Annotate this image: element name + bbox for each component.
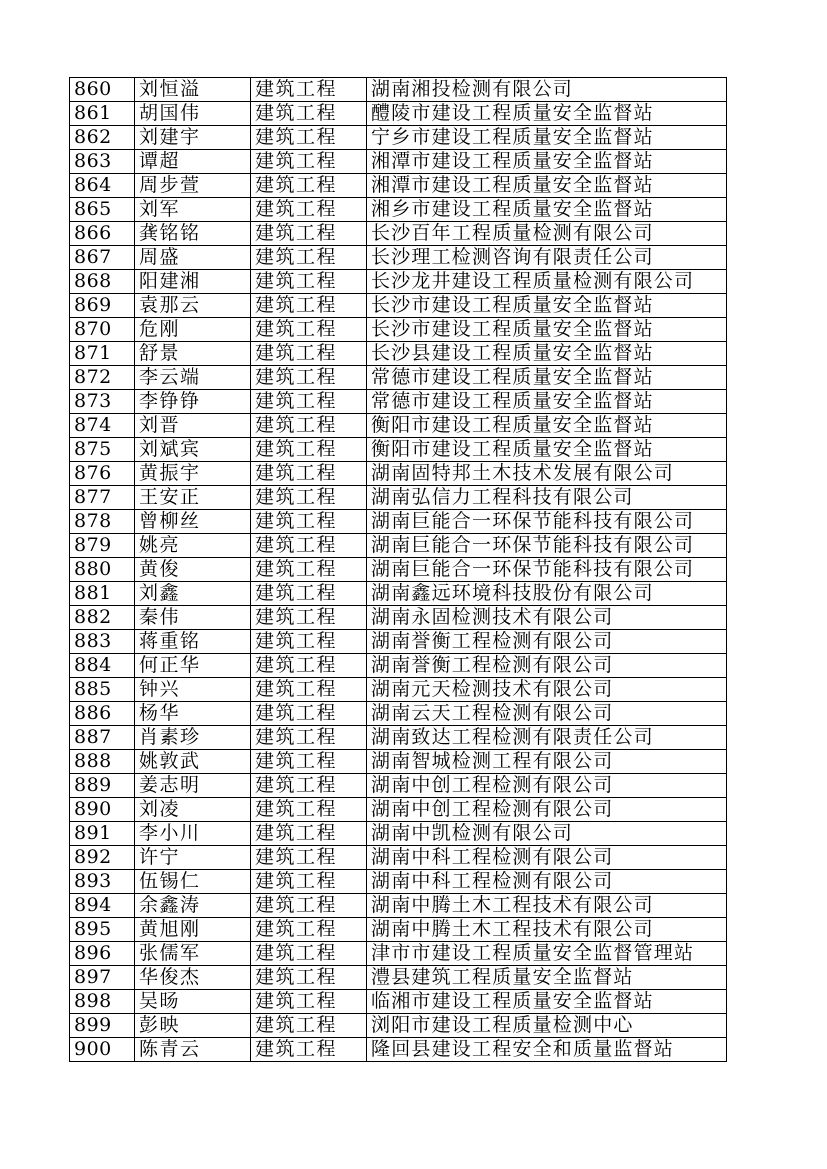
row-number-cell: 890	[70, 798, 135, 822]
table-row	[70, 342, 727, 366]
major-cell: 建筑工程	[251, 726, 367, 750]
row-number-cell: 864	[70, 174, 135, 198]
row-number-cell: 866	[70, 222, 135, 246]
row-number-cell: 863	[70, 150, 135, 174]
major-cell: 建筑工程	[251, 366, 367, 390]
major-cell: 建筑工程	[251, 654, 367, 678]
major-cell: 建筑工程	[251, 510, 367, 534]
row-number-cell: 894	[70, 894, 135, 918]
unit-cell: 长沙龙井建设工程质量检测有限公司	[367, 270, 727, 294]
name-cell: 姚亮	[135, 534, 251, 558]
unit-cell: 湖南巨能合一环保节能科技有限公司	[367, 534, 727, 558]
name-cell: 谭超	[135, 150, 251, 174]
name-cell: 张儒军	[135, 942, 251, 966]
row-number-cell: 888	[70, 750, 135, 774]
name-cell: 曾柳丝	[135, 510, 251, 534]
table-row	[70, 678, 727, 702]
unit-cell: 澧县建筑工程质量安全监督站	[367, 966, 727, 990]
table-row	[70, 1014, 727, 1038]
unit-cell: 湖南中科工程检测有限公司	[367, 846, 727, 870]
major-cell: 建筑工程	[251, 198, 367, 222]
unit-cell: 湖南巨能合一环保节能科技有限公司	[367, 558, 727, 582]
table-row	[70, 246, 727, 270]
unit-cell: 津市市建设工程质量安全监督管理站	[367, 942, 727, 966]
name-cell: 李铮铮	[135, 390, 251, 414]
unit-cell: 衡阳市建设工程质量安全监督站	[367, 438, 727, 462]
table-row	[70, 990, 727, 1014]
unit-cell: 湖南智城检测工程有限公司	[367, 750, 727, 774]
unit-cell: 湖南中凯检测有限公司	[367, 822, 727, 846]
name-cell: 李云端	[135, 366, 251, 390]
row-number-cell: 887	[70, 726, 135, 750]
major-cell: 建筑工程	[251, 294, 367, 318]
row-number-cell: 869	[70, 294, 135, 318]
table-row	[70, 918, 727, 942]
table-row	[70, 822, 727, 846]
row-number-cell: 896	[70, 942, 135, 966]
major-cell: 建筑工程	[251, 798, 367, 822]
major-cell: 建筑工程	[251, 558, 367, 582]
major-cell: 建筑工程	[251, 870, 367, 894]
name-cell: 刘建宇	[135, 126, 251, 150]
major-cell: 建筑工程	[251, 942, 367, 966]
major-cell: 建筑工程	[251, 990, 367, 1014]
table-row	[70, 486, 727, 510]
name-cell: 陈青云	[135, 1038, 251, 1062]
table-row	[70, 582, 727, 606]
unit-cell: 湖南中腾土木工程技术有限公司	[367, 894, 727, 918]
table-row	[70, 870, 727, 894]
unit-cell: 长沙市建设工程质量安全监督站	[367, 318, 727, 342]
unit-cell: 湖南中创工程检测有限公司	[367, 798, 727, 822]
table-row	[70, 846, 727, 870]
major-cell: 建筑工程	[251, 582, 367, 606]
row-number-cell: 871	[70, 342, 135, 366]
name-cell: 刘恒溢	[135, 78, 251, 102]
name-cell: 黄振宇	[135, 462, 251, 486]
name-cell: 刘晋	[135, 414, 251, 438]
name-cell: 余鑫涛	[135, 894, 251, 918]
table-row	[70, 654, 727, 678]
table-row	[70, 534, 727, 558]
row-number-cell: 897	[70, 966, 135, 990]
row-number-cell: 878	[70, 510, 135, 534]
table-row	[70, 606, 727, 630]
major-cell: 建筑工程	[251, 750, 367, 774]
major-cell: 建筑工程	[251, 438, 367, 462]
row-number-cell: 892	[70, 846, 135, 870]
unit-cell: 浏阳市建设工程质量检测中心	[367, 1014, 727, 1038]
major-cell: 建筑工程	[251, 630, 367, 654]
name-cell: 吴旸	[135, 990, 251, 1014]
name-cell: 姜志明	[135, 774, 251, 798]
table-row	[70, 150, 727, 174]
name-cell: 阳建湘	[135, 270, 251, 294]
major-cell: 建筑工程	[251, 318, 367, 342]
unit-cell: 常德市建设工程质量安全监督站	[367, 366, 727, 390]
unit-cell: 长沙市建设工程质量安全监督站	[367, 294, 727, 318]
major-cell: 建筑工程	[251, 126, 367, 150]
major-cell: 建筑工程	[251, 918, 367, 942]
unit-cell: 湖南云天工程检测有限公司	[367, 702, 727, 726]
unit-cell: 湖南誉衡工程检测有限公司	[367, 654, 727, 678]
major-cell: 建筑工程	[251, 342, 367, 366]
name-cell: 刘凌	[135, 798, 251, 822]
row-number-cell: 860	[70, 78, 135, 102]
row-number-cell: 875	[70, 438, 135, 462]
name-cell: 何正华	[135, 654, 251, 678]
name-cell: 刘军	[135, 198, 251, 222]
unit-cell: 临湘市建设工程质量安全监督站	[367, 990, 727, 1014]
unit-cell: 湖南鑫远环境科技股份有限公司	[367, 582, 727, 606]
name-cell: 许宁	[135, 846, 251, 870]
unit-cell: 常德市建设工程质量安全监督站	[367, 390, 727, 414]
table-row	[70, 726, 727, 750]
row-number-cell: 886	[70, 702, 135, 726]
name-cell: 肖素珍	[135, 726, 251, 750]
unit-cell: 长沙百年工程质量检测有限公司	[367, 222, 727, 246]
row-number-cell: 868	[70, 270, 135, 294]
unit-cell: 湘潭市建设工程质量安全监督站	[367, 150, 727, 174]
row-number-cell: 883	[70, 630, 135, 654]
row-number-cell: 872	[70, 366, 135, 390]
row-number-cell: 882	[70, 606, 135, 630]
unit-cell: 隆回县建设工程安全和质量监督站	[367, 1038, 727, 1062]
row-number-cell: 895	[70, 918, 135, 942]
name-cell: 刘鑫	[135, 582, 251, 606]
name-cell: 伍锡仁	[135, 870, 251, 894]
name-cell: 华俊杰	[135, 966, 251, 990]
table-row	[70, 798, 727, 822]
major-cell: 建筑工程	[251, 390, 367, 414]
row-number-cell: 881	[70, 582, 135, 606]
unit-cell: 湖南中创工程检测有限公司	[367, 774, 727, 798]
row-number-cell: 885	[70, 678, 135, 702]
table-row	[70, 702, 727, 726]
unit-cell: 湖南致达工程检测有限责任公司	[367, 726, 727, 750]
major-cell: 建筑工程	[251, 414, 367, 438]
row-number-cell: 874	[70, 414, 135, 438]
unit-cell: 长沙县建设工程质量安全监督站	[367, 342, 727, 366]
row-number-cell: 862	[70, 126, 135, 150]
name-cell: 危刚	[135, 318, 251, 342]
major-cell: 建筑工程	[251, 702, 367, 726]
unit-cell: 湖南元天检测技术有限公司	[367, 678, 727, 702]
row-number-cell: 876	[70, 462, 135, 486]
name-cell: 彭映	[135, 1014, 251, 1038]
major-cell: 建筑工程	[251, 150, 367, 174]
major-cell: 建筑工程	[251, 606, 367, 630]
name-cell: 刘斌宾	[135, 438, 251, 462]
row-number-cell: 898	[70, 990, 135, 1014]
table-row	[70, 966, 727, 990]
row-number-cell: 870	[70, 318, 135, 342]
unit-cell: 湘乡市建设工程质量安全监督站	[367, 198, 727, 222]
unit-cell: 长沙理工检测咨询有限责任公司	[367, 246, 727, 270]
table-body	[70, 78, 727, 1062]
major-cell: 建筑工程	[251, 894, 367, 918]
name-cell: 李小川	[135, 822, 251, 846]
table-row	[70, 750, 727, 774]
name-cell: 王安正	[135, 486, 251, 510]
name-cell: 黄旭刚	[135, 918, 251, 942]
major-cell: 建筑工程	[251, 462, 367, 486]
unit-cell: 湖南永固检测技术有限公司	[367, 606, 727, 630]
unit-cell: 醴陵市建设工程质量安全监督站	[367, 102, 727, 126]
table-row	[70, 942, 727, 966]
name-cell: 周盛	[135, 246, 251, 270]
major-cell: 建筑工程	[251, 678, 367, 702]
table-row	[70, 366, 727, 390]
name-cell: 黄俊	[135, 558, 251, 582]
unit-cell: 湘潭市建设工程质量安全监督站	[367, 174, 727, 198]
name-cell: 钟兴	[135, 678, 251, 702]
name-cell: 秦伟	[135, 606, 251, 630]
table-row	[70, 894, 727, 918]
row-number-cell: 865	[70, 198, 135, 222]
table-row	[70, 318, 727, 342]
row-number-cell: 900	[70, 1038, 135, 1062]
name-cell: 袁那云	[135, 294, 251, 318]
major-cell: 建筑工程	[251, 1038, 367, 1062]
table-row	[70, 1038, 727, 1062]
unit-cell: 湖南中腾土木工程技术有限公司	[367, 918, 727, 942]
unit-cell: 湖南湘投检测有限公司	[367, 78, 727, 102]
row-number-cell: 879	[70, 534, 135, 558]
table-row	[70, 222, 727, 246]
table-row	[70, 198, 727, 222]
unit-cell: 衡阳市建设工程质量安全监督站	[367, 414, 727, 438]
table-row	[70, 558, 727, 582]
row-number-cell: 893	[70, 870, 135, 894]
major-cell: 建筑工程	[251, 774, 367, 798]
row-number-cell: 891	[70, 822, 135, 846]
table-row	[70, 294, 727, 318]
row-number-cell: 899	[70, 1014, 135, 1038]
row-number-cell: 873	[70, 390, 135, 414]
major-cell: 建筑工程	[251, 270, 367, 294]
name-cell: 舒景	[135, 342, 251, 366]
unit-cell: 湖南弘信力工程科技有限公司	[367, 486, 727, 510]
major-cell: 建筑工程	[251, 822, 367, 846]
major-cell: 建筑工程	[251, 534, 367, 558]
row-number-cell: 877	[70, 486, 135, 510]
table-row	[70, 270, 727, 294]
table-row	[70, 414, 727, 438]
table-row	[70, 126, 727, 150]
table-row	[70, 774, 727, 798]
major-cell: 建筑工程	[251, 174, 367, 198]
name-cell: 胡国伟	[135, 102, 251, 126]
name-cell: 蒋重铭	[135, 630, 251, 654]
name-cell: 龚铭铭	[135, 222, 251, 246]
table-row	[70, 102, 727, 126]
table-row	[70, 174, 727, 198]
major-cell: 建筑工程	[251, 966, 367, 990]
name-cell: 周步萱	[135, 174, 251, 198]
unit-cell: 湖南誉衡工程检测有限公司	[367, 630, 727, 654]
major-cell: 建筑工程	[251, 1014, 367, 1038]
table-row	[70, 630, 727, 654]
major-cell: 建筑工程	[251, 222, 367, 246]
name-cell: 姚敦武	[135, 750, 251, 774]
table-row	[70, 462, 727, 486]
name-cell: 杨华	[135, 702, 251, 726]
row-number-cell: 867	[70, 246, 135, 270]
table-row	[70, 510, 727, 534]
major-cell: 建筑工程	[251, 246, 367, 270]
unit-cell: 湖南固特邦土木技术发展有限公司	[367, 462, 727, 486]
row-number-cell: 861	[70, 102, 135, 126]
table-row	[70, 438, 727, 462]
major-cell: 建筑工程	[251, 486, 367, 510]
major-cell: 建筑工程	[251, 78, 367, 102]
major-cell: 建筑工程	[251, 846, 367, 870]
unit-cell: 湖南巨能合一环保节能科技有限公司	[367, 510, 727, 534]
table-row	[70, 390, 727, 414]
row-number-cell: 880	[70, 558, 135, 582]
major-cell: 建筑工程	[251, 102, 367, 126]
personnel-table	[69, 77, 727, 1062]
table-row	[70, 78, 727, 102]
unit-cell: 湖南中科工程检测有限公司	[367, 870, 727, 894]
row-number-cell: 889	[70, 774, 135, 798]
unit-cell: 宁乡市建设工程质量安全监督站	[367, 126, 727, 150]
row-number-cell: 884	[70, 654, 135, 678]
